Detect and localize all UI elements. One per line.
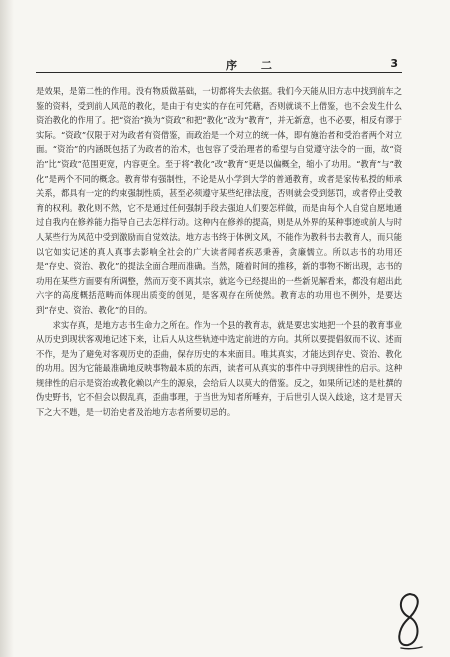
- header-title: 序 二: [226, 59, 282, 72]
- page-edge-shadow: [0, 0, 14, 657]
- paragraph-seek-truth: 求实存真，是地方志书生命力之所在。作为一个县的教育志，就是要忠实地把一个县的教育事业从历史到现状客观地记述下来，让后人从这些轨迹中选定前进的方向。其所以要提倡叙而不议、述而不作，是为了避免对客观历史的歪曲，保存历史的本来面目。唯其真实，才能达到存史、资治、教化的功用。因为它能最准确地反映事物最本质的东西，读者可从真实的事件中寻到规律性的启示。这种规律性的启示是资治或教化赖以产生的源泉，会给后人以莫大的借鉴。反之，如果所记述的是杜撰的伪史野书，它不但会以假乱真，歪曲事理，于当世为知者所唾弃，于后世引人误入歧途，这才是冒天下之大不韪，是一切治史者及治地方志者所要切忌的。: [36, 319, 402, 418]
- body-text: [36, 84, 402, 420]
- paragraph-continued: 是效果，是第二性的作用。没有物质做基础，一切都将失去依据。我们今天能从旧方志中找到前车之鉴的资料，受到前人风范的教化，是由于有史实的存在可凭藉，否则就谈不上借鉴，也不会发生什么资治教化的作用了。把“资治”换为“资政”和把“教化”改为“教育”，并无新意，也不必要，相反有谬于实际。“资政”仅限于对为政者有资借鉴，而政治是一个对立的统一体，即有施治者和受治者两个对立面。“资治”的内涵既包括了为政者的治术，也包容了受治理者的希望与自觉遵守法令的一面，故“资治”比“资政”范围更宽，内容更全。至于将“教化”改“教育”更是以偏概全，缩小了功用。“教育”与“教化”是两个不同的概念。教育带有强制性，不论是从小学到大学的普通教育，或者是家传私授的师承关系，都具有一定的约束强制性质，甚至必须遵守某些纪律法度，否则就会受到惩罚，或者停止受教育的权利。教化则不然，它不是通过任何强制手段去强迫人们要怎样做，而是由每个人自觉自愿地通过自我内在修养能力指导自己去怎样行动。这种内在修养的提高，则是从外界的某种事迹或前人与时人某些行为风范中受到激励而自觉效法。地方志书终于体例文风，不能作为教科书去教育人，而只能以它如实记述的真人真事去影响全社会的广大读者闻者疾恶秉善，贪廉懦立。所以志书的功用还是“存史、资治、教化”的提法全面合理而准确。当然，随着时间的推移，新的事物不断出现，志书的功用在某些方面要有所调整，然而万变不离其宗，就迄今已经提出的一些新见解看来，都没有超出此六字的高度概括范畴而体现出质变的创见，是客观存在所使然。教育志的功用也不例外，是要达到“存史、资治、教化”的目的。: [36, 86, 402, 315]
- handwritten-page-mark: [392, 590, 426, 650]
- page-number: 3: [390, 57, 398, 70]
- running-header: [36, 56, 402, 73]
